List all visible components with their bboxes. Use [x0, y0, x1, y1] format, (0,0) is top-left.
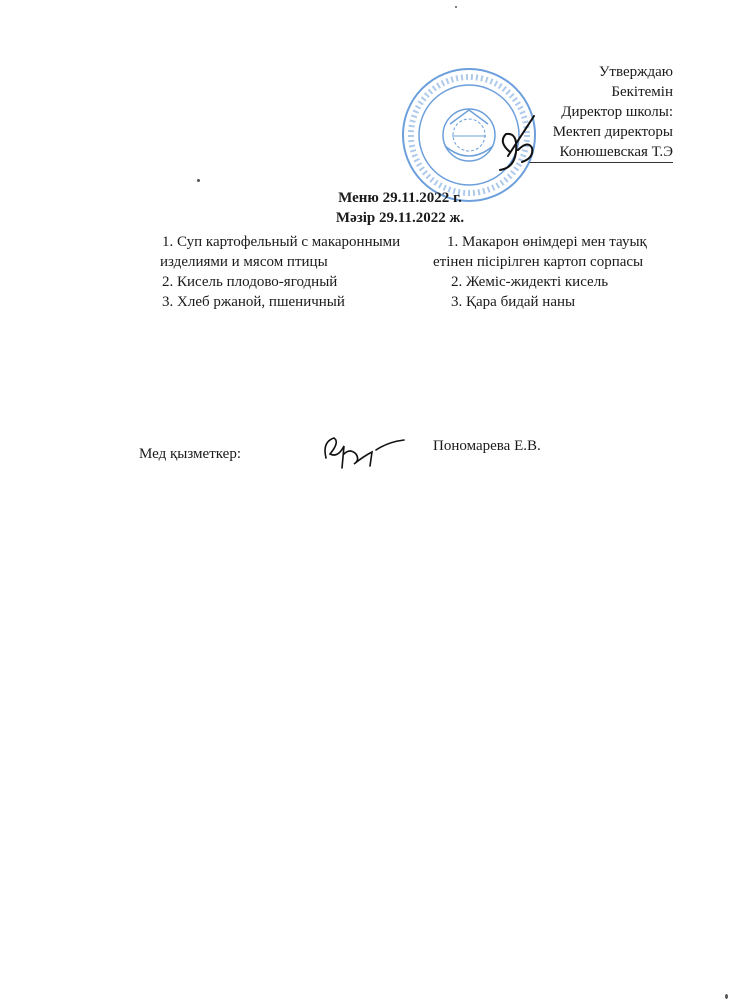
director-name: Конюшевская Т.Э: [529, 142, 673, 163]
scan-speck: [197, 179, 200, 182]
menu-list-ru: [162, 232, 452, 312]
list-item: 2. Кисель плодово-ягодный: [162, 274, 338, 290]
scan-speck: [725, 994, 728, 999]
list-item: 3. Хлеб ржаной, пшеничный: [162, 294, 345, 310]
director-signature-icon: [488, 112, 546, 174]
scan-speck: [455, 6, 457, 8]
list-item: 1. Макарон өнімдері мен тауық етінен пісірілген картоп сорпасы: [433, 234, 647, 270]
menu-title-ru: Меню 29.11.2022 г.: [338, 190, 462, 206]
medical-worker-name: Пономарева Е.В.: [433, 438, 541, 454]
approval-block: [529, 62, 673, 163]
approval-line-director: Директор школы:: [561, 104, 673, 120]
approval-line-approve-kz: Бекітемін: [611, 84, 673, 100]
approval-line-director-kz: Мектеп директоры: [552, 124, 673, 140]
list-item: 2. Жеміс-жидекті кисель: [451, 274, 609, 290]
list-item: 3. Қара бидай наны: [451, 294, 576, 310]
menu-title-kz: Мәзір 29.11.2022 ж.: [335, 210, 465, 226]
menu-list-kz: [433, 232, 701, 312]
medical-worker-label: Мед қызметкер:: [139, 446, 242, 462]
medical-signature-icon: [316, 428, 408, 474]
list-item: 1. Суп картофельный с макаронными изделиями и мясом птицы: [160, 234, 401, 270]
approval-line-approve: Утверждаю: [598, 64, 673, 80]
menu-title: [300, 188, 500, 228]
